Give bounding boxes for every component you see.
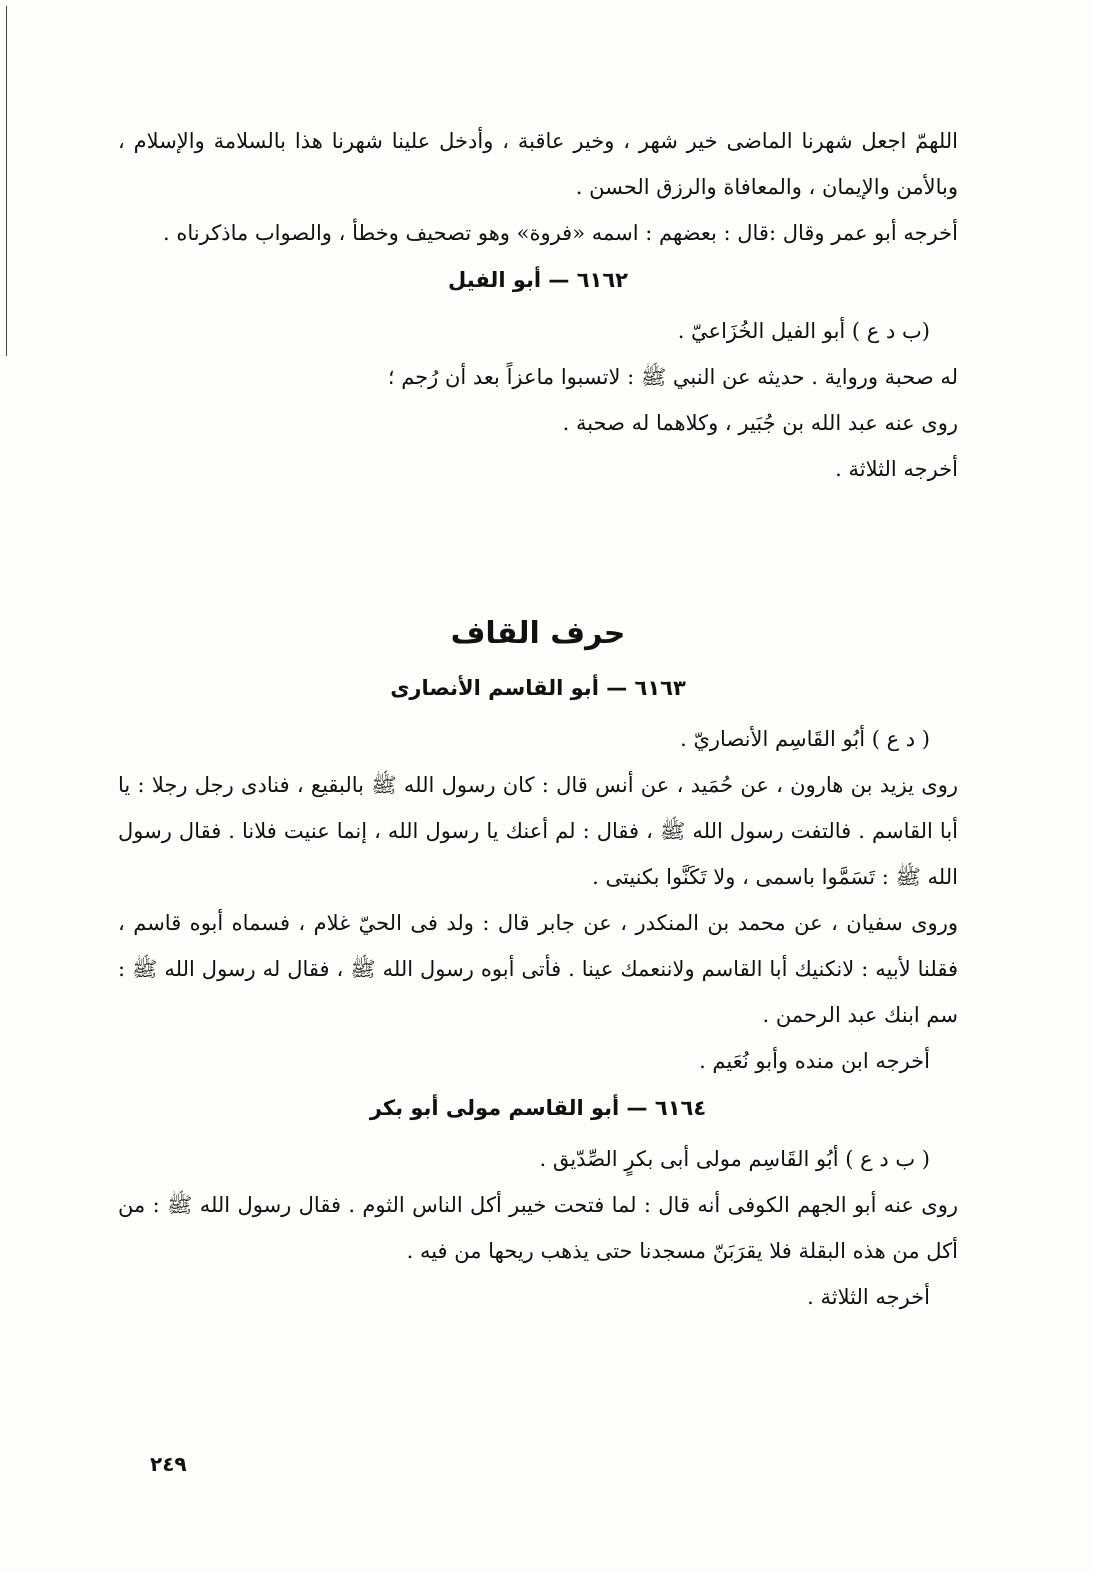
entry-sigla-6164: ( ب د ع ) أبُو القَاسِم مولى أبى بكرٍ الصِّدّيق . <box>539 1147 930 1171</box>
page-number: ٢٤٩ <box>150 1452 187 1476</box>
entry-sigla-6163: ( د ع ) أبُو القَاسِم الأنصاريّ . <box>680 727 930 751</box>
entry-title-6163: ٦١٦٣ — أبو القاسم الأنصارى <box>390 676 686 700</box>
entry-paragraph-6163-2: وروى سفيان ، عن محمد بن المنكدر ، عن جابر قال : ولد فى الحيّ غلام ، فسماه أبوه قاسم ، فقلنا لأبيه : لانكنيك أبا القاسم ولاننعمك عينا . فأتى أبوه رسول الله ﷺ ، فقال له رسول الله ﷺ : سم ابنك عبد الرحمن . <box>118 911 958 1027</box>
section-spacer <box>118 492 958 604</box>
entry-line-6162-2: روى عنه عبد الله بن جُبَير ، وكلاهما له صحبة . <box>562 411 958 435</box>
entry-title-6164: ٦١٦٤ — أبو القاسم مولى أبو بكر <box>369 1096 707 1120</box>
entry-tail-6164: أخرجه الثلاثة . <box>807 1285 930 1309</box>
page-body <box>118 118 958 1320</box>
entry-line-6162-1: له صحبة ورواية . حديثه عن النبي ﷺ : لاتسبوا ماعزاً بعد أن رُجم ؛ <box>387 365 958 389</box>
entry-line-6162-3: أخرجه الثلاثة . <box>835 457 958 481</box>
paragraph-abu-umar-note: أخرجه أبو عمر وقال :قال : بعضهم : اسمه «فروة» وهو تصحيف وخطأ ، والصواب ماذكرناه . <box>163 221 958 245</box>
entry-paragraph-6164-1: روى عنه أبو الجهم الكوفى أنه قال : لما فتحت خيبر أكل الناس الثوم . فقال رسول الله ﷺ : من أكل من هذه البقلة فلا يقرَبَنّ مسجدنا حتى يذهب ريحها من فيه . <box>118 1193 958 1263</box>
entry-sigla-6162: (ب د ع ) أبو الفيل الخُزَاعيّ . <box>677 319 930 343</box>
page-edge-rule <box>6 6 7 356</box>
entry-title-6162: ٦١٦٢ — أبو الفيل <box>448 268 628 292</box>
entry-tail-6163: أخرجه ابن منده وأبو نُعَيم . <box>699 1049 930 1073</box>
section-title: حرف القاف <box>450 616 626 651</box>
entry-paragraph-6163-1: روى يزيد بن هارون ، عن حُمَيد ، عن أنس قال : كان رسول الله ﷺ بالبقيع ، فنادى رجل رجلا : يا أبا القاسم . فالتفت رسول الله ﷺ ، فقال : لم أعنك يا رسول الله ، إنما عنيت فلانا . فقال رسول الله ﷺ : تَسَمَّوا باسمى ، ولا تَكَنَّوا بكنيتى . <box>118 773 958 889</box>
paragraph-dua: اللهمّ اجعل شهرنا الماضى خير شهر ، وخير عاقبة ، وأدخل علينا شهرنا هذا بالسلامة والإسلام ، وبالأمن والإيمان ، والمعافاة والرزق الحسن . <box>118 129 958 199</box>
